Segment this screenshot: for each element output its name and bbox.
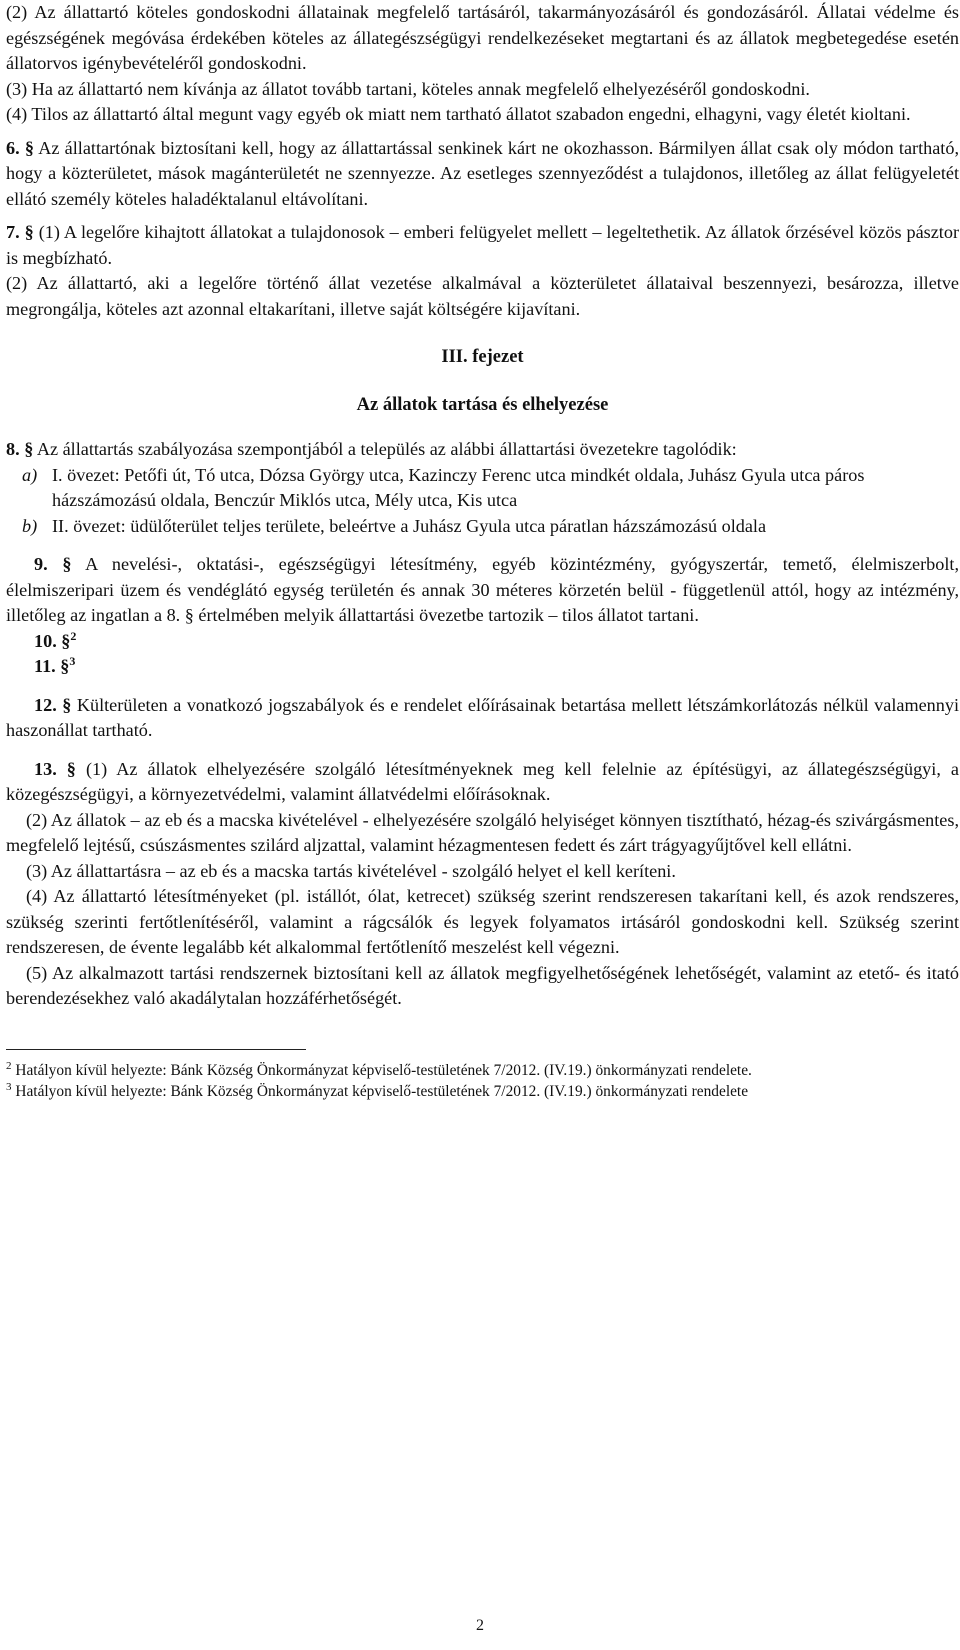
section-13-paragraph-2: (2) Az állatok – az eb és a macska kivételével - elhelyezésére szolgáló helyiséget könnyen tisztítható, hézag-és szivárgásmentes, megfelelő lejtésű, csúszásmentes szilárd aljzattal, valamint hézagmentesen fedett és zárt trágyagyűjtővel kell ellátni. bbox=[6, 809, 959, 855]
chapter-number: III. fejezet bbox=[441, 347, 524, 367]
footnote-divider bbox=[6, 1049, 306, 1050]
section-text: Külterületen a vonatkozó jogszabályok és e rendelet előírásainak betartása mellett létszámkorlátozás nélkül valamennyi haszonállat tartható. bbox=[6, 694, 960, 740]
section-8 bbox=[6, 437, 959, 463]
zone-list-item bbox=[6, 463, 959, 514]
footnote bbox=[6, 1060, 959, 1081]
section-number: 13. § bbox=[34, 758, 76, 779]
section-number: 11. § bbox=[34, 656, 70, 676]
footnote-text: Hatályon kívül helyezte: Bánk Község Önkormányzat képviselő-testületének 7/2012. (IV.19.) önkormányzati rendelete. bbox=[11, 1061, 752, 1079]
section-7-paragraph-2: (2) Az állattartó, aki a legelőre történő állat vezetése alkalmával a közterületet állataival beszennyezi, besározza, illetve megrongálja, köteles azt azonnal eltakarítani, illetve saját költségére kijavítani. bbox=[6, 273, 959, 319]
section-12 bbox=[6, 693, 959, 744]
footnote bbox=[6, 1081, 959, 1102]
section-7 bbox=[6, 220, 959, 271]
section-text: (1) Az állatok elhelyezésére szolgáló létesítményeknek meg kell felelnie az építésügyi, az állategészségügyi, a közegészségügyi, a környezetvédelmi, valamint állatvédelmi előírásoknak. bbox=[6, 758, 960, 804]
section-13-paragraph-5: (5) Az alkalmazott tartási rendszernek biztosítani kell az állatok megfigyelhetőségének lehetőségét, valamint az etető- és itató berendezésekhez való akadálytalan hozzáférhetőségét. bbox=[6, 962, 959, 1008]
section-13-paragraph-4: (4) Az állattartó létesítményeket (pl. istállót, ólat, ketrecet) szükség szerint rendszeresen takarítani kell, és azok rendszeres, szükség szerinti fertőtlenítéséről, valamint a rágcsálók és legyek folyamatos irtásáról gondoskodni kell. Szükség szerint rendszeresen, de évente legalább két alkalommal fertőtlenítő meszelést kell végezni. bbox=[6, 886, 959, 957]
footnote-ref: 2 bbox=[70, 628, 77, 643]
section-number: 9. § bbox=[34, 554, 72, 574]
section-text: (1) A legelőre kihajtott állatokat a tulajdonosok – emberi felügyelet mellett – legeltethetik. Az állatok őrzésével közös pásztor is megbízható. bbox=[6, 222, 960, 268]
page-number: 2 bbox=[476, 1617, 484, 1634]
section-number: 7. § bbox=[6, 222, 34, 242]
footnote-text: Hatályon kívül helyezte: Bánk Község Önkormányzat képviselő-testületének 7/2012. (IV.19.) önkormányzati rendelete bbox=[11, 1082, 749, 1100]
footnote-marker: 3 bbox=[6, 1080, 12, 1093]
paragraph-animal-keeper-duties: (2) Az állattartó köteles gondoskodni állatainak megfelelő tartásáról, takarmányozásáról és gondozásáról. Állatai védelme és egészségének megóvása érdekében köteles az állategészségügyi rendelkezéseket megtartani és az állatok megbetegedése esetén állatorvos igénybevételéről gondoskodni. bbox=[6, 2, 959, 73]
paragraph-3: (3) Ha az állattartó nem kívánja az állatot tovább tartani, köteles annak megfelelő elhelyezéséről gondoskodni. bbox=[6, 78, 810, 99]
paragraph-4: (4) Tilos az állattartó által megunt vagy egyéb ok miatt nem tartható állatot szabadon engedni, elhagyni, vagy életét kioltani. bbox=[6, 104, 911, 124]
section-9 bbox=[6, 552, 959, 629]
section-text: A nevelési-, oktatási-, egészségügyi létesítmény, egyéb közintézmény, gyógyszertár, temető, élelmiszerbolt, élelmiszeripari üzem és vendéglátó egység területén és annak 30 méteres körzetén belül - függetlenül attól, hogy az intézmény, illetőleg az ingatlan a 8. § értelmében melyik állattartási övezetbe tartozik – tilos állatot tartani. bbox=[6, 554, 960, 625]
section-6 bbox=[6, 136, 959, 213]
zone-text: I. övezet: Petőfi út, Tó utca, Dózsa György utca, Kazinczy Ferenc utca mindkét oldala, Juhász Gyula utca páros házszámozású oldala, Benczúr Miklós utca, Mély utca, Kis utca bbox=[52, 464, 865, 510]
document-page bbox=[6, 0, 959, 1102]
zone-text: II. övezet: üdülőterület teljes területe, beleértve a Juhász Gyula utca páratlan házszámozású oldala bbox=[52, 515, 767, 536]
section-number: 8. § bbox=[6, 439, 34, 459]
footnote-ref: 3 bbox=[69, 653, 76, 668]
list-marker: b) bbox=[22, 515, 38, 536]
list-marker: a) bbox=[22, 464, 38, 485]
section-13 bbox=[6, 757, 959, 808]
section-number: 12. § bbox=[34, 694, 72, 715]
section-13-paragraph-3: (3) Az állattartásra – az eb és a macska tartás kivételével - szolgáló helyet el kell keríteni. bbox=[26, 860, 676, 881]
zone-list-item bbox=[6, 514, 959, 540]
section-text: Az állattartónak biztosítani kell, hogy az állattartással senkinek kárt ne okozhasson. Bármilyen állat csak oly módon tartható, hogy a közterületet, mások magánterületét ne szennyezze. Az esetleges szennyeződést a tulajdonos, illetőleg az állat felügyeletét ellátó személy köteles haladéktalanul eltávolítani. bbox=[6, 137, 959, 209]
section-11 bbox=[6, 654, 959, 680]
footnote-marker: 2 bbox=[6, 1059, 12, 1072]
section-number: 10. § bbox=[34, 630, 71, 651]
chapter-title: Az állatok tartása és elhelyezése bbox=[356, 394, 609, 415]
section-number: 6. § bbox=[6, 137, 34, 158]
section-10 bbox=[6, 629, 959, 655]
section-text: Az állattartás szabályozása szempontjából a település az alábbi állattartási övezetekre tagolódik: bbox=[33, 439, 737, 459]
